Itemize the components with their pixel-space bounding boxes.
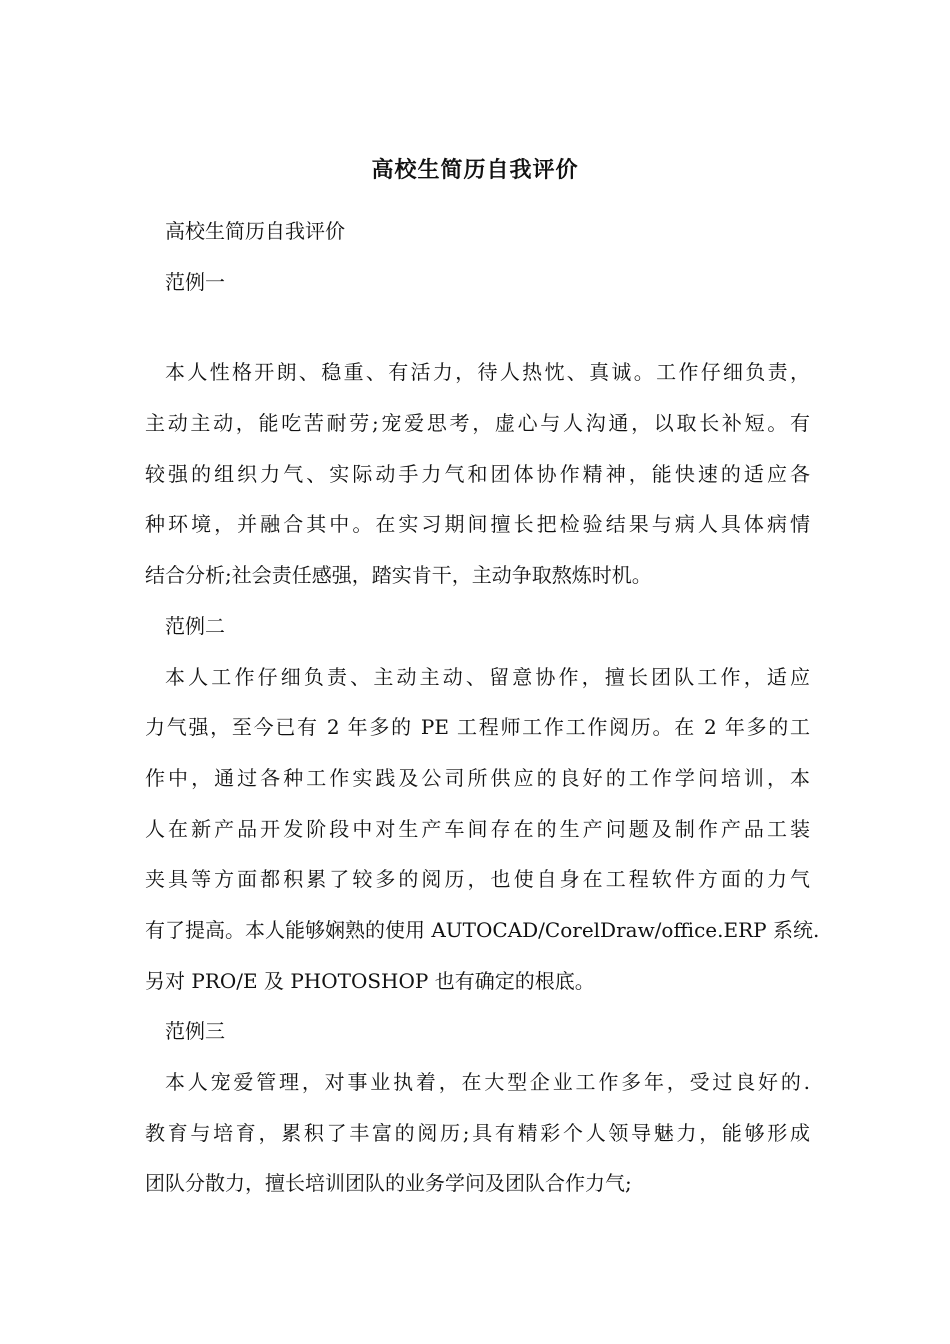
example3-heading: 范例三 [165, 1019, 225, 1044]
paragraph-line: 本人宠爱管理，对事业执着，在大型企业工作多年，受过良好的. [165, 1070, 810, 1094]
paragraph-line: 另对 PRO/E 及 PHOTOSHOP 也有确定的根底。 [145, 968, 595, 993]
paragraph-line: 主动主动，能吃苦耐劳;宠爱思考，虚心与人沟通，以取长补短。有 [145, 411, 810, 436]
paragraph-line: 团队分散力，擅长培训团队的业务学问及团队合作力气; [145, 1171, 632, 1196]
paragraph-line: 作中，通过各种工作实践及公司所供应的良好的工作学问培训，本 [145, 765, 810, 790]
example2-heading: 范例二 [165, 613, 225, 638]
blank-spacer [145, 307, 810, 347]
paragraph-line: 结合分析;社会责任感强，踏实肯干，主动争取熬炼时机。 [145, 563, 652, 588]
paragraph-line: 本人性格开朗、稳重、有活力，待人热忱、真诚。工作仔细负责， [165, 360, 810, 385]
paragraph-line: 本人工作仔细负责、主动主动、留意协作，擅长团队工作，适应 [165, 664, 810, 689]
paragraph-line: 种环境，并融合其中。在实习期间擅长把检验结果与病人具体病情 [145, 512, 810, 537]
paragraph-line: 教育与培育，累积了丰富的阅历;具有精彩个人领导魅力，能够形成 [145, 1120, 810, 1145]
document-body [145, 206, 820, 1209]
paragraph-line: 较强的组织力气、实际动手力气和团体协作精神，能快速的适应各 [145, 461, 810, 486]
document-subtitle: 高校生简历自我评价 [165, 219, 345, 243]
paragraph-line: 夹具等方面都积累了较多的阅历，也使自身在工程软件方面的力气 [145, 867, 810, 892]
paragraph-line: 力气强，至今已有 2 年多的 PE 工程师工作工作阅历。在 2 年多的工 [145, 715, 810, 740]
paragraph-line: 人在新产品开发阶段中对生产车间存在的生产问题及制作产品工装 [145, 816, 810, 841]
paragraph-line: 有了提高。本人能够娴熟的使用 AUTOCAD/CorelDraw/office.ERP 系统. [145, 917, 820, 942]
example1-heading: 范例一 [165, 269, 225, 294]
document-title: 高校生简历自我评价 [371, 157, 579, 183]
